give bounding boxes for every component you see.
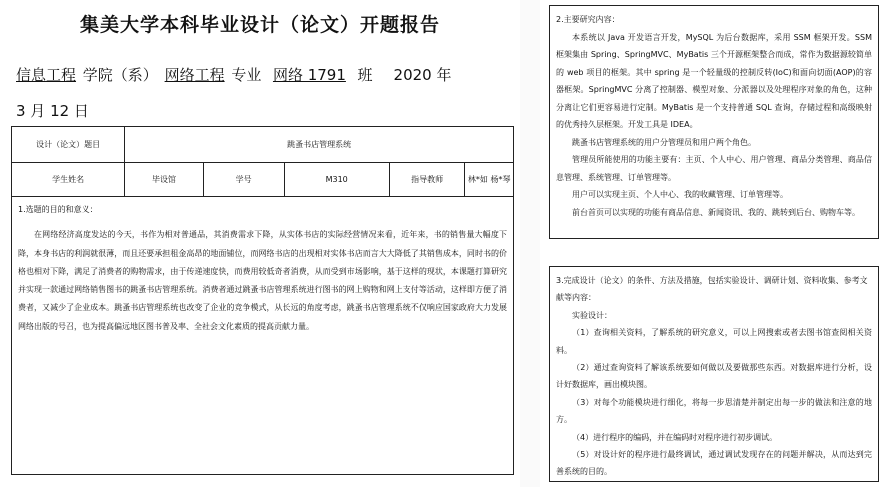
student-label: 学生姓名 — [12, 163, 125, 197]
content-paragraph: 管理员所能使用的功能主要有：主页、个人中心、用户管理、商品分类管理、商品信息管理、系统管理、订单管理等。 — [556, 155, 872, 182]
report-title: 集美大学本科毕业设计（论文）开题报告 — [79, 14, 440, 36]
method-step: （2）通过查询资料了解该系统要如何做以及要做那些东西。对数据库进行分析，设计好数据库，画出模块图。 — [556, 363, 872, 390]
topic-label: 设计（论文）题目 — [12, 127, 125, 163]
method-section — [549, 266, 879, 482]
method-subheading: 实验设计： — [572, 310, 612, 320]
major-suffix: 专业 — [231, 66, 262, 84]
major-value: 网络工程 — [164, 66, 225, 84]
purpose-paragraph: 在网络经济高度发达的今天，书作为相对普通品，其消费需求下降，从实体书店的实际经营情况来看，近年来，书的销售量大幅度下降，本身书店的利润就很薄，而且还要承担租金高昂的地面铺位，而网络书店的出现相对实体书店而言大大降低了其销售成本，同时书的价格也相对下降，满足了消费者的购物需求，由于传递速度快，而费用较低奇者消费，从而受到市场影响，基于这样的现状，本课题打算研究并实现一款通过网络销售图书的跳蚤书店管理系统。消费者通过跳蚤书店管理系统进行图书的网上购物和网上支付等活动，这样即方便了消费者，又减少了企业成本。跳蚤书店管理系统也改变了企业的竞争模式，从长远的角度考虑，跳蚤书店管理系统不仅响应国家政府大力发展网络出版的号召，也为提高偏远地区图书普及率、全社会文化素质的提高贡献力量。 — [18, 230, 507, 331]
college-value: 信息工程 — [16, 66, 77, 84]
method-step: （1）查询相关资料，了解系统的研究意义，可以上网搜索或者去图书馆查阅相关资料。 — [556, 328, 872, 355]
class-value: 网络 1791 — [272, 66, 346, 84]
class-suffix: 班 — [357, 66, 373, 84]
page-gutter — [520, 0, 540, 487]
meta-table — [11, 126, 514, 197]
content-paragraph: 前台首页可以实现的功能有商品信息、新闻资讯、我的、跳转到后台、购物车等。 — [572, 207, 860, 217]
advisor-label: 指导教师 — [389, 163, 465, 197]
purpose-heading: 1.选题的目的和意义： — [18, 205, 98, 214]
date-line: 3 月 12 日 — [16, 102, 89, 120]
advisor-value: 林*如 杨*琴 — [465, 163, 514, 197]
method-step: （4）进行程序的编码，并在编码时对程序进行初步调试。 — [572, 432, 778, 442]
method-heading: 3.完成设计（论文）的条件、方法及措施，包括实验设计、调研计划、资料收集、参考文献等内容： — [556, 276, 868, 303]
method-step: （5）对设计好的程序进行最终调试，通过调试发现存在的问题并解决，从而达到完善系统的目的。 — [556, 450, 872, 477]
id-value: M310 — [284, 163, 389, 197]
content-paragraph: 用户可以实现主页、个人中心、我的收藏管理、订单管理等。 — [572, 190, 788, 199]
info-line — [16, 64, 516, 85]
college-suffix: 学院（系） — [82, 66, 158, 84]
content-paragraph: 跳蚤书店管理系统的用户分管理员和用户两个角色。 — [572, 137, 756, 147]
method-step: （3）对每个功能模块进行细化，将每一步思清楚并制定出每一步的做法和注意的地方。 — [556, 397, 872, 425]
topic-value: 跳蚤书店管理系统 — [125, 127, 514, 163]
content-heading: 2.主要研究内容： — [556, 15, 620, 24]
year-value: 2020 年 — [393, 66, 452, 84]
purpose-section — [11, 196, 514, 475]
id-label: 学号 — [203, 163, 284, 197]
student-value: 毕设馆 — [125, 163, 203, 197]
research-content-section — [549, 5, 879, 239]
content-paragraph: 本系统以 Java 开发语言开发，MySQL 为后台数据库，采用 SSM 框架开发。SSM 框架集由 Spring、SpringMVC、MyBatis 三个开源框架整合而成，常作为数据源较简单的 web 项目的框架。其中 spring 是一个轻量级的控制反转(IoC)和面向切面(AOP)的容器框架。SpringMVC 分离了控制器、模型对象、分派器以及处理程序对象的角色，这种分离让它们更容易进行定制。MyBatis 是一个支持普通 SQL 查询，存储过程和高级映射的优秀持久层框架。开发工具是 IDEA。 — [556, 32, 872, 129]
